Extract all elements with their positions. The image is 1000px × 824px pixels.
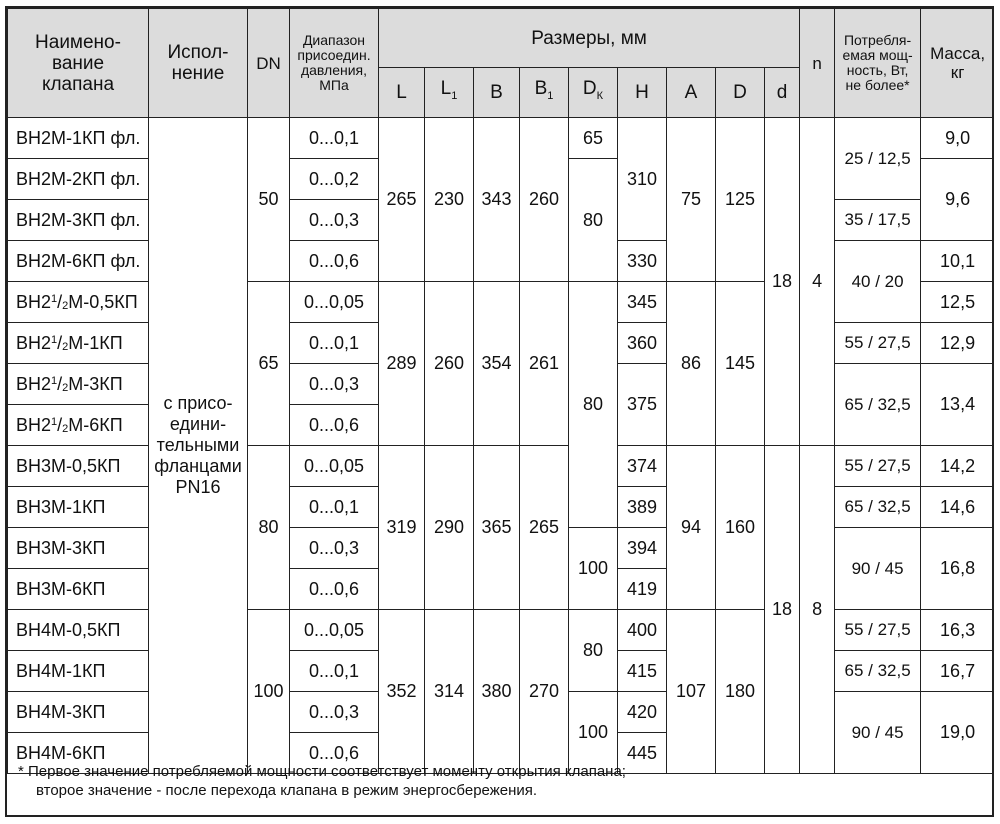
mass-cell: 13,4	[921, 364, 994, 446]
row-name: ВН3М-3КП	[8, 528, 149, 569]
header-mass: Масса, кг	[921, 9, 994, 118]
mass-cell: 9,0	[921, 118, 994, 159]
row-name: ВН2М-3КП фл.	[8, 200, 149, 241]
n-cell: 4	[800, 118, 835, 446]
dim-Dk-cell: 65	[569, 118, 618, 159]
dim-A-cell: 86	[667, 282, 716, 446]
power-cell: 55 / 27,5	[835, 446, 921, 487]
dim-H-cell: 360	[618, 323, 667, 364]
valve-spec-table	[7, 8, 994, 774]
pressure-cell: 0...0,3	[290, 200, 379, 241]
mass-cell: 19,0	[921, 692, 994, 774]
row-name: $ВН2^1/_2М-1КП$	[8, 323, 149, 364]
header-pressure: Диапазон присоедин. давления, МПа	[290, 9, 379, 118]
row-name: ВН4М-0,5КП	[8, 610, 149, 651]
dim-A-cell: 75	[667, 118, 716, 282]
pressure-cell: 0...0,6	[290, 733, 379, 774]
dim-H-cell: 394	[618, 528, 667, 569]
dim-B1-cell: 270	[520, 610, 569, 774]
pressure-cell: 0...0,6	[290, 569, 379, 610]
pressure-cell: 0...0,1	[290, 118, 379, 159]
mass-cell: 16,8	[921, 528, 994, 610]
dim-H-cell: 445	[618, 733, 667, 774]
header-name: Наимено- вание клапана	[8, 9, 149, 118]
header-dim-L: L	[379, 68, 425, 118]
dim-d-cell: 18	[765, 118, 800, 446]
dim-D-cell: 145	[716, 282, 765, 446]
dim-B1-cell: 265	[520, 446, 569, 610]
dim-H-cell: 419	[618, 569, 667, 610]
pressure-cell: 0...0,05	[290, 610, 379, 651]
power-cell: 40 / 20	[835, 241, 921, 323]
header-dim-L1: $L_1$	[425, 68, 474, 118]
header-sizes: Размеры, мм	[379, 9, 800, 68]
dim-Dk-cell: 100	[569, 528, 618, 610]
header-dim-H: H	[618, 68, 667, 118]
pressure-cell: 0...0,6	[290, 405, 379, 446]
dim-B1-cell: 260	[520, 118, 569, 282]
footnote	[18, 762, 626, 800]
header-dn: DN	[248, 9, 290, 118]
dim-L-cell: 289	[379, 282, 425, 446]
pressure-cell: 0...0,1	[290, 651, 379, 692]
dn-cell: 65	[248, 282, 290, 446]
header-dim-B: B	[474, 68, 520, 118]
pressure-cell: 0...0,3	[290, 692, 379, 733]
dim-A-cell: 94	[667, 446, 716, 610]
mass-cell: 12,5	[921, 282, 994, 323]
dn-cell: 50	[248, 118, 290, 282]
execution-cell: с присо- едини- тельными фланцами PN16	[149, 118, 248, 774]
row-name: ВН3М-6КП	[8, 569, 149, 610]
row-name: $ВН2^1/_2М-6КП$	[8, 405, 149, 446]
dim-B-cell: 380	[474, 610, 520, 774]
dim-B-cell: 365	[474, 446, 520, 610]
dim-A-cell: 107	[667, 610, 716, 774]
dim-B-cell: 354	[474, 282, 520, 446]
spec-table-frame	[5, 6, 994, 817]
dim-L-cell: 319	[379, 446, 425, 610]
mass-cell: 14,6	[921, 487, 994, 528]
mass-cell: 9,6	[921, 159, 994, 241]
dim-H-cell: 375	[618, 364, 667, 446]
power-cell: 65 / 32,5	[835, 364, 921, 446]
power-cell: 90 / 45	[835, 692, 921, 774]
pressure-cell: 0...0,6	[290, 241, 379, 282]
dim-D-cell: 160	[716, 446, 765, 610]
dim-H-cell: 374	[618, 446, 667, 487]
mass-cell: 16,7	[921, 651, 994, 692]
header-dim-B1: $B_1$	[520, 68, 569, 118]
dim-L1-cell: 230	[425, 118, 474, 282]
power-cell: 90 / 45	[835, 528, 921, 610]
dim-d-cell: 18	[765, 446, 800, 774]
dim-D-cell: 125	[716, 118, 765, 282]
power-cell: 25 / 12,5	[835, 118, 921, 200]
dim-L-cell: 352	[379, 610, 425, 774]
row-name: ВН4М-3КП	[8, 692, 149, 733]
power-cell: 55 / 27,5	[835, 323, 921, 364]
n-cell: 8	[800, 446, 835, 774]
pressure-cell: 0...0,3	[290, 364, 379, 405]
row-name: $ВН2^1/_2М-3КП$	[8, 364, 149, 405]
row-name: ВН4М-6КП	[8, 733, 149, 774]
power-cell: 65 / 32,5	[835, 651, 921, 692]
dim-L-cell: 265	[379, 118, 425, 282]
header-dim-A: A	[667, 68, 716, 118]
mass-cell: 12,9	[921, 323, 994, 364]
dim-Dk-cell: 100	[569, 692, 618, 774]
dim-L1-cell: 314	[425, 610, 474, 774]
dim-L1-cell: 290	[425, 446, 474, 610]
dim-B1-cell: 261	[520, 282, 569, 446]
row-name: ВН3М-1КП	[8, 487, 149, 528]
dim-L1-cell: 260	[425, 282, 474, 446]
row-name: ВН3М-0,5КП	[8, 446, 149, 487]
dim-Dk-cell: 80	[569, 282, 618, 528]
dim-H-cell: 400	[618, 610, 667, 651]
header-dim-Dk: $D_К$	[569, 68, 618, 118]
footnote-line-2: второе значение - после перехода клапана в режим энергосбережения.	[36, 782, 538, 799]
header-execution: Испол- нение	[149, 9, 248, 118]
power-cell: 65 / 32,5	[835, 487, 921, 528]
mass-cell: 16,3	[921, 610, 994, 651]
header-dim-D: D	[716, 68, 765, 118]
dim-Dk-cell: 80	[569, 159, 618, 282]
pressure-cell: 0...0,05	[290, 282, 379, 323]
pressure-cell: 0...0,3	[290, 528, 379, 569]
dim-D-cell: 180	[716, 610, 765, 774]
dim-H-cell: 415	[618, 651, 667, 692]
row-name: $ВН2^1/_2М-0,5КП$	[8, 282, 149, 323]
footnote-line-1: * Первое значение потребляемой мощности соответствует моменту открытия клапана;	[18, 763, 626, 780]
dim-H-cell: 330	[618, 241, 667, 282]
pressure-cell: 0...0,2	[290, 159, 379, 200]
dn-cell: 100	[248, 610, 290, 774]
dim-H-cell: 310	[618, 118, 667, 241]
mass-cell: 10,1	[921, 241, 994, 282]
dim-B-cell: 343	[474, 118, 520, 282]
row-name: ВН2М-2КП фл.	[8, 159, 149, 200]
dim-H-cell: 420	[618, 692, 667, 733]
pressure-cell: 0...0,05	[290, 446, 379, 487]
row-name: ВН2М-6КП фл.	[8, 241, 149, 282]
mass-cell: 14,2	[921, 446, 994, 487]
pressure-cell: 0...0,1	[290, 487, 379, 528]
dim-H-cell: 389	[618, 487, 667, 528]
row-name: ВН4М-1КП	[8, 651, 149, 692]
dim-Dk-cell: 80	[569, 610, 618, 692]
dn-cell: 80	[248, 446, 290, 610]
power-cell: 55 / 27,5	[835, 610, 921, 651]
pressure-cell: 0...0,1	[290, 323, 379, 364]
header-power: Потребля- емая мощ- ность, Вт, не более*	[835, 9, 921, 118]
header-dim-d: d	[765, 68, 800, 118]
dim-H-cell: 345	[618, 282, 667, 323]
header-n: n	[800, 9, 835, 118]
row-name: ВН2М-1КП фл.	[8, 118, 149, 159]
power-cell: 35 / 17,5	[835, 200, 921, 241]
